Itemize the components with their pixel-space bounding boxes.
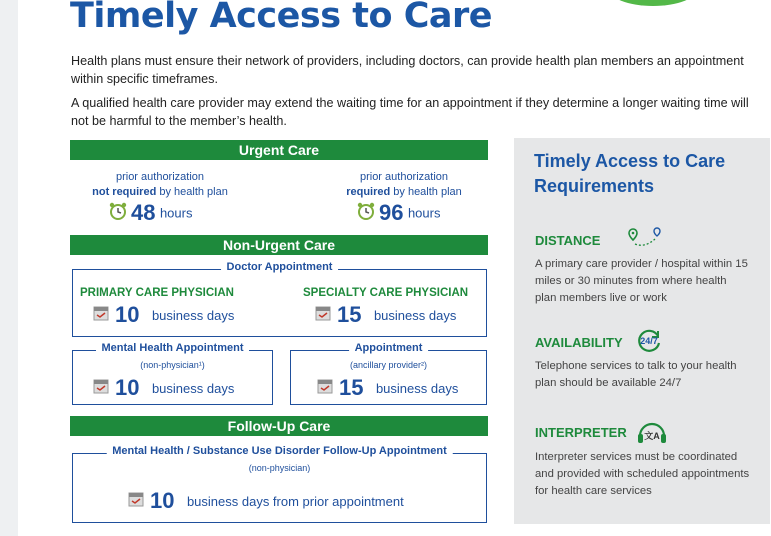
specialty-care-unit: business days [373,307,457,323]
mental-health-title: Mental Health Appointment [96,342,250,354]
follow-up-sub: (non-physician) [248,463,311,473]
mental-health-unit: business days [151,380,235,396]
urgent-right-unit: hours [407,205,441,221]
availability-heading: AVAILABILITY [535,335,623,350]
urgent-left-timeline [108,200,192,226]
calendar-icon [315,305,331,326]
urgent-left-value: 48 [131,200,156,225]
alarm-clock-icon [108,201,128,226]
calendar-icon [128,491,144,512]
urgent-right-bold: required [346,186,391,198]
urgent-right-timeline [356,200,440,226]
interpreter-text: Interpreter services must be coordinated and provided with scheduled appointments for health care services [535,451,750,497]
ancillary-appointment-title: Appointment [349,342,429,354]
primary-care-value: 10 [115,302,140,327]
doctor-appointment-title: Doctor Appointment [221,261,339,273]
primary-care-unit: business days [151,307,235,323]
calendar-icon [93,378,109,399]
primary-care-label: PRIMARY CARE PHYSICIAN [80,287,234,299]
ancillary-appointment-timeline [317,375,458,401]
follow-up-value: 10 [150,488,175,513]
page-title: Timely Access to Care [70,0,493,36]
twenty-four-seven-icon [636,329,662,355]
ancillary-appointment-sub: (ancillary provider²) [349,360,428,370]
urgent-left-line1: prior authorization [115,171,205,183]
calendar-icon [93,305,109,326]
interpreter-headset-icon [636,418,668,446]
specialty-care-value: 15 [337,302,362,327]
urgent-left-bold: not required [92,186,157,198]
follow-up-unit: business days from prior appointment [186,493,404,509]
follow-up-timeline [128,488,404,514]
distance-heading: DISTANCE [535,233,601,248]
specialty-care-label: SPECIALTY CARE PHYSICIAN [303,287,469,299]
mental-health-value: 10 [115,375,140,400]
availability-text: Telephone services to talk to your health plan should be available 24/7 [535,360,737,389]
requirements-sidebar [514,138,770,524]
urgent-left-condition [60,170,260,200]
follow-up-title: Mental Health / Substance Use Disorder Follow-Up Appointment [106,445,453,457]
urgent-right-condition [304,170,504,200]
map-pin-route-icon [627,227,663,254]
urgent-care-heading: Urgent Care [70,140,488,160]
non-urgent-care-heading: Non-Urgent Care [70,235,488,255]
sidebar-title: Timely Access to Care Requirements [534,151,726,196]
urgent-right-line1: prior authorization [359,171,449,183]
urgent-left-rest: by health plan [156,186,228,198]
specialty-care-timeline [315,302,456,328]
decorative-shape [608,0,698,6]
calendar-icon [317,378,333,399]
distance-text: A primary care provider / hospital within 15 miles or 30 minutes from where health plan members live or work [535,258,748,304]
intro-paragraph-2: A qualified health care provider may extend the waiting time for an appointment if they determine a longer waiting time will not be harmful to the member’s health. [71,96,749,128]
mental-health-timeline [93,375,234,401]
ancillary-appointment-value: 15 [339,375,364,400]
availability-icon-text: 24/7 [640,336,658,346]
interpreter-icon-text: 文A [644,431,660,441]
intro-paragraph-1: Health plans must ensure their network of providers, including doctors, can provide health plan members an appointment within specific timeframes. [71,54,744,86]
alarm-clock-icon [356,201,376,226]
primary-care-timeline [93,302,234,328]
urgent-right-rest: by health plan [390,186,462,198]
follow-up-care-heading: Follow-Up Care [70,416,488,436]
page [18,0,771,536]
interpreter-heading: INTERPRETER [535,425,627,440]
urgent-left-unit: hours [159,205,193,221]
ancillary-appointment-unit: business days [375,380,459,396]
mental-health-sub: (non-physician¹) [140,360,205,370]
urgent-right-value: 96 [379,200,404,225]
